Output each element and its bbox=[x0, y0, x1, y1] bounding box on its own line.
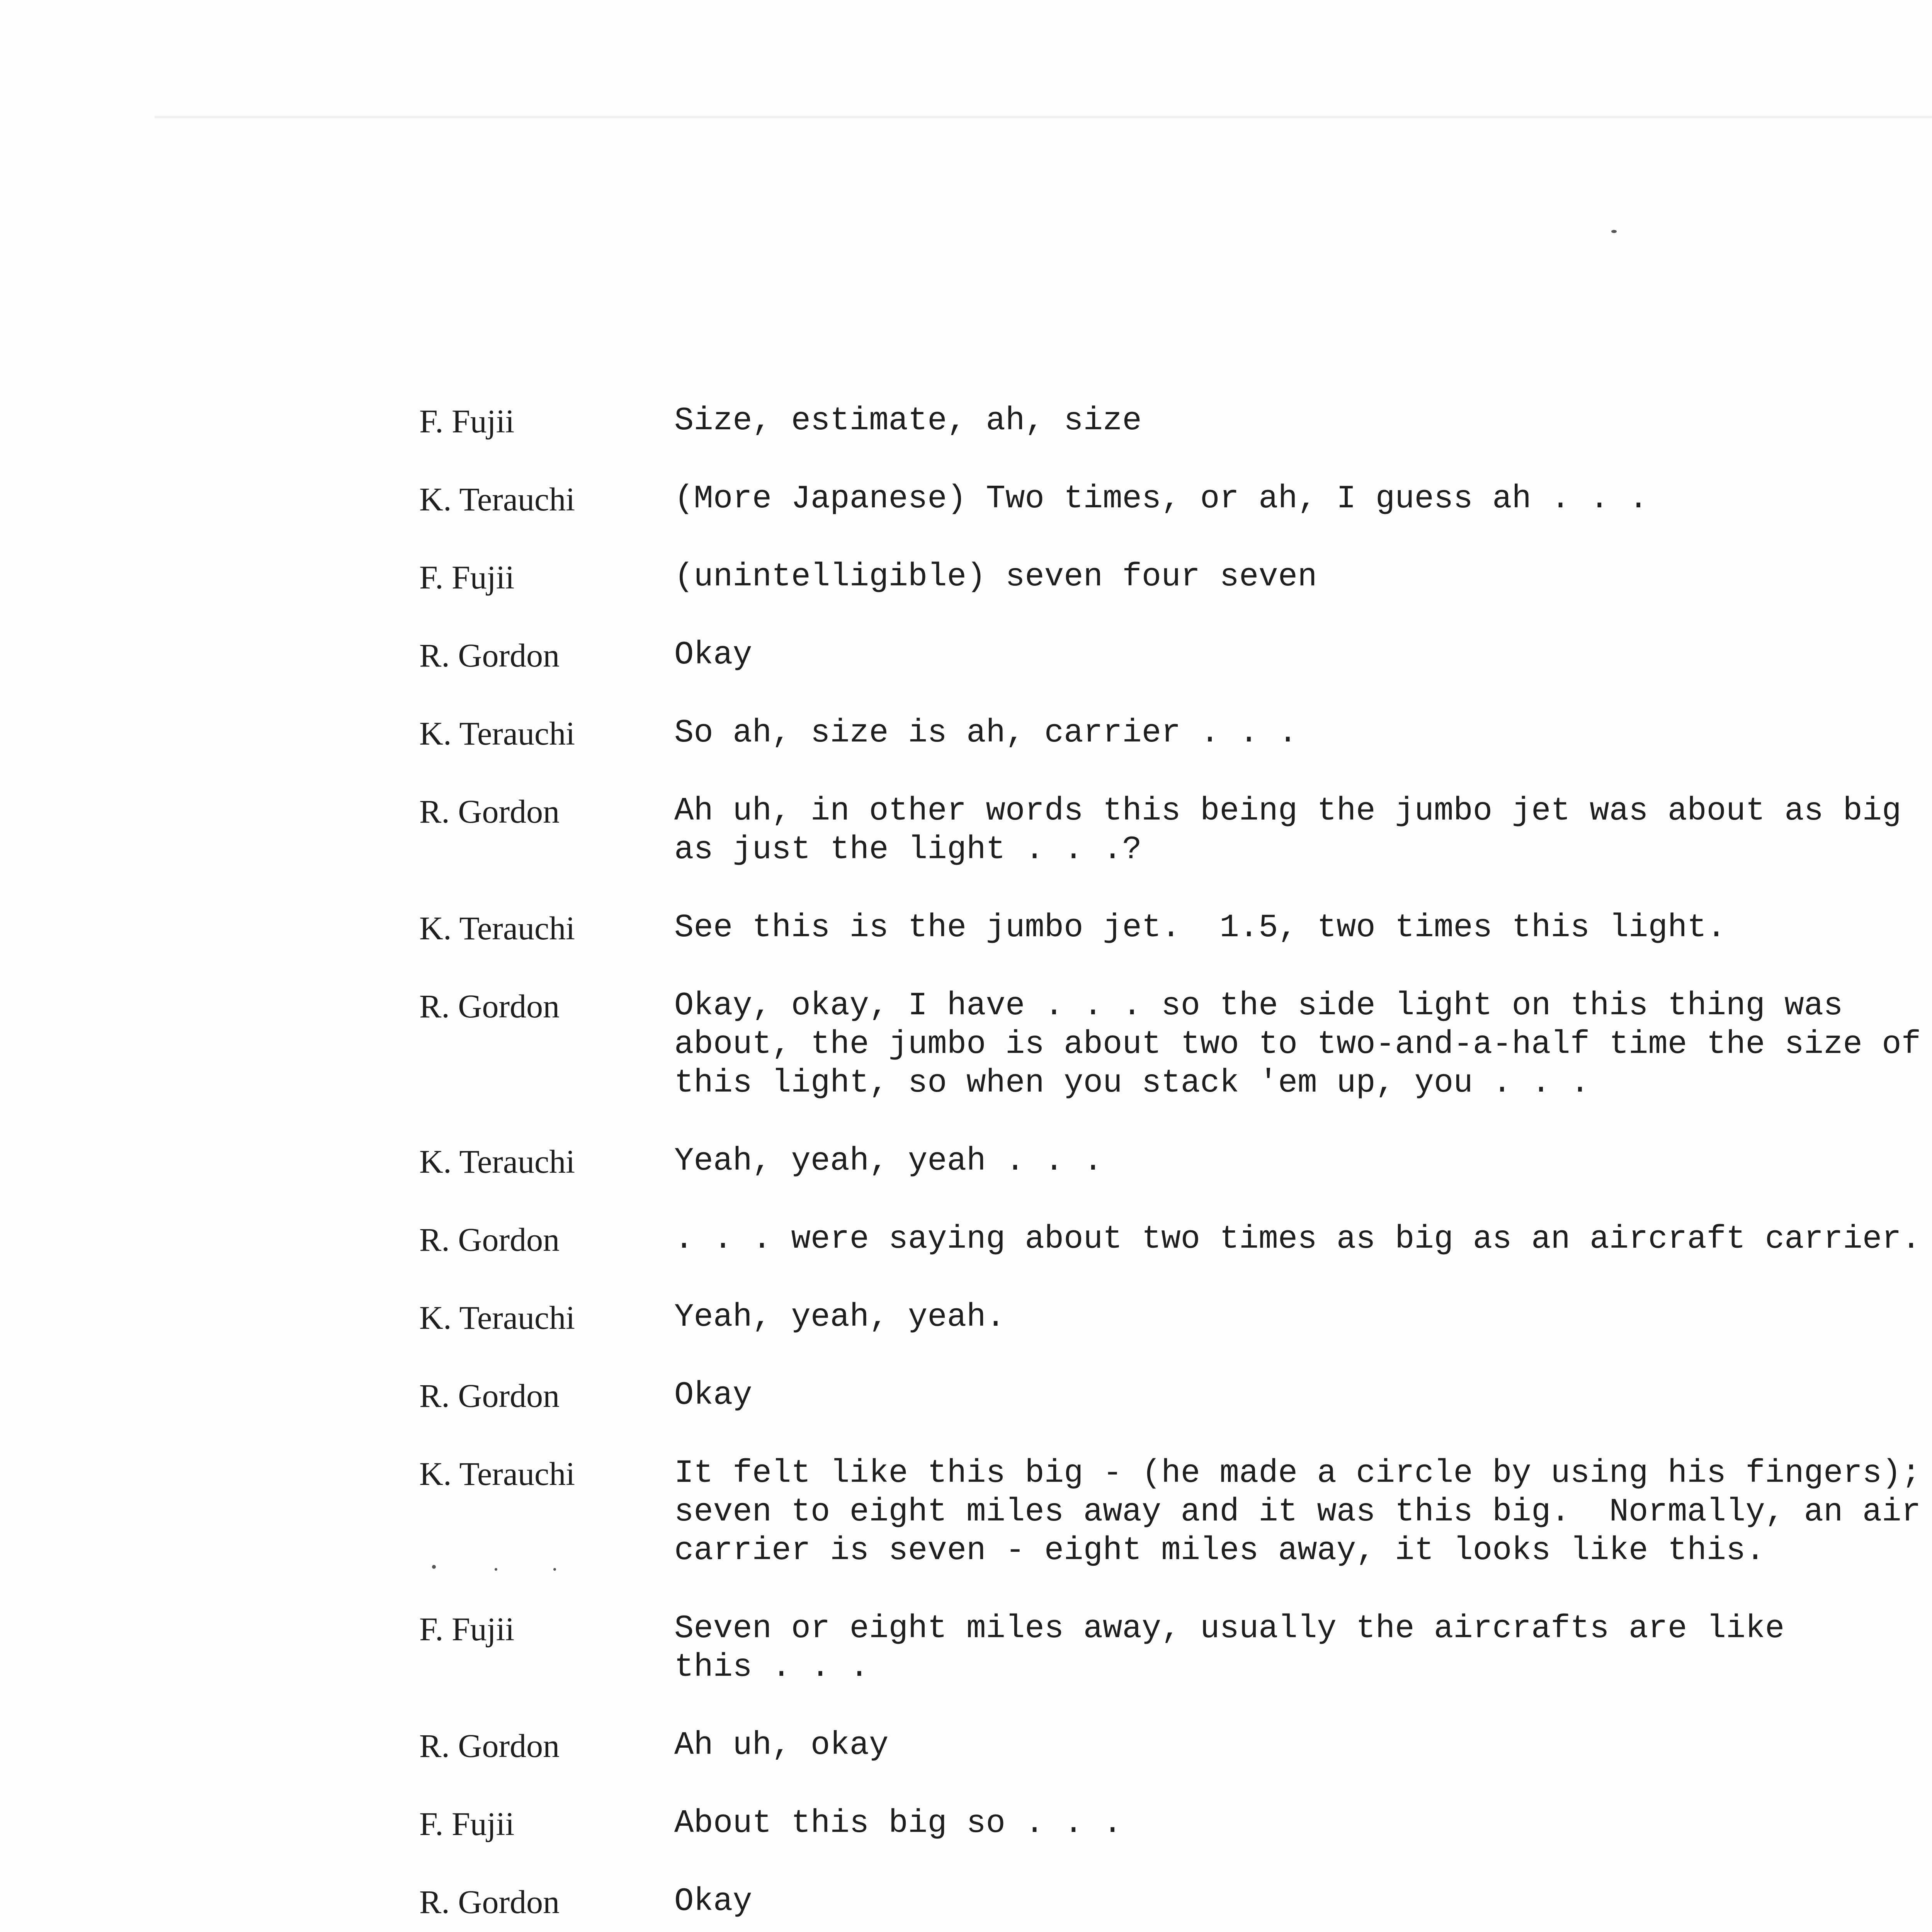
spoken-text: (More Japanese) Two times, or ah, I guess ah . . . bbox=[674, 481, 1648, 517]
spoken-text: (unintelligible) seven four seven bbox=[674, 559, 1317, 595]
spoken-text: Seven or eight miles away, usually the aircrafts are like this . . . bbox=[674, 1611, 1785, 1686]
transcript-entry bbox=[419, 1804, 1932, 1843]
transcript-entry bbox=[419, 636, 1932, 675]
speaker-name: K. Terauchi bbox=[419, 1299, 575, 1336]
spoken-text: Yeah, yeah, yeah. bbox=[674, 1299, 1005, 1336]
spoken-text: Okay bbox=[674, 637, 752, 673]
speaker-name: F. Fujii bbox=[419, 559, 515, 596]
speaker-name: F. Fujii bbox=[419, 1805, 515, 1842]
scan-edge-top bbox=[155, 116, 1932, 118]
transcript-entry bbox=[419, 558, 1932, 597]
transcript-entry bbox=[419, 1454, 1932, 1570]
transcript-entry bbox=[419, 909, 1932, 947]
transcript-entry bbox=[419, 402, 1932, 440]
transcript-entry bbox=[419, 1298, 1932, 1337]
speaker-name: K. Terauchi bbox=[419, 910, 575, 947]
spoken-text: Yeah, yeah, yeah . . . bbox=[674, 1143, 1103, 1180]
spoken-text: It felt like this big - (he made a circle by using his fingers); seven to eight miles away and it was this big. Normally, an air carrier is seven - eight miles away, it looks like this. bbox=[674, 1455, 1921, 1569]
spoken-text: Okay, okay, I have . . . so the side light on this thing was about, the jumbo is about two to two-and-a-half time the size of this light, so when you stack 'em up, you . . . bbox=[674, 988, 1921, 1102]
transcript-entry bbox=[419, 1883, 1932, 1921]
scan-speck bbox=[553, 1568, 556, 1571]
speaker-name: R. Gordon bbox=[419, 988, 560, 1025]
speaker-name: R. Gordon bbox=[419, 637, 560, 674]
transcript-entry bbox=[419, 1220, 1932, 1259]
speaker-name: K. Terauchi bbox=[419, 481, 575, 518]
transcript-entry bbox=[419, 792, 1932, 869]
speaker-name: R. Gordon bbox=[419, 1883, 560, 1920]
transcript-entry bbox=[419, 480, 1932, 519]
transcript-entry bbox=[419, 987, 1932, 1103]
scan-speck bbox=[432, 1565, 436, 1569]
scan-speck bbox=[1611, 230, 1617, 233]
transcript-entry bbox=[419, 1142, 1932, 1181]
spoken-text: Ah uh, okay bbox=[674, 1727, 889, 1764]
spoken-text: Size, estimate, ah, size bbox=[674, 403, 1142, 439]
speaker-name: F. Fujii bbox=[419, 403, 515, 440]
transcript-entry bbox=[419, 1376, 1932, 1415]
spoken-text: About this big so . . . bbox=[674, 1805, 1122, 1842]
spoken-text: Okay bbox=[674, 1883, 752, 1920]
spoken-text: So ah, size is ah, carrier . . . bbox=[674, 715, 1298, 752]
spoken-text: Ah uh, in other words this being the jumbo jet was about as big as just the light . . .? bbox=[674, 793, 1901, 868]
transcript bbox=[419, 402, 1932, 1932]
speaker-name: F. Fujii bbox=[419, 1611, 515, 1648]
speaker-name: R. Gordon bbox=[419, 1221, 560, 1258]
speaker-name: K. Terauchi bbox=[419, 715, 575, 752]
scan-speck bbox=[495, 1568, 497, 1571]
transcript-entry bbox=[419, 1610, 1932, 1687]
speaker-name: R. Gordon bbox=[419, 1377, 560, 1414]
speaker-name: K. Terauchi bbox=[419, 1455, 575, 1492]
spoken-text: See this is the jumbo jet. 1.5, two times this light. bbox=[674, 910, 1726, 946]
speaker-name: R. Gordon bbox=[419, 793, 560, 830]
transcript-entry bbox=[419, 714, 1932, 753]
spoken-text: Okay bbox=[674, 1377, 752, 1414]
speaker-name: K. Terauchi bbox=[419, 1143, 575, 1180]
spoken-text: . . . were saying about two times as big as an aircraft carrier. bbox=[674, 1221, 1921, 1258]
transcript-entry bbox=[419, 1726, 1932, 1765]
speaker-name: R. Gordon bbox=[419, 1727, 560, 1764]
